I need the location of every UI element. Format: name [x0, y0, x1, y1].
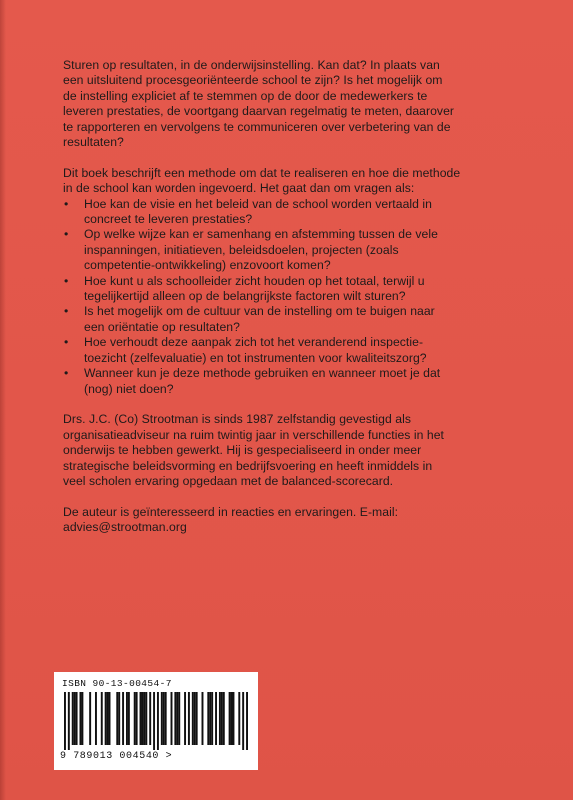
list-item: • Hoe kunt u als schoolleider zicht houden op het totaal, terwijl u tegelijkertijd alleen op de belangrijkste factoren wilt sturen? — [63, 274, 523, 305]
barcode-bar — [118, 692, 120, 745]
intro-paragraph — [63, 58, 523, 150]
barcode-bar — [134, 692, 136, 745]
barcode-bar — [211, 692, 213, 745]
barcode-bar — [89, 692, 91, 745]
barcode-bar — [246, 692, 248, 750]
barcode-bar — [223, 692, 225, 745]
barcode-bar — [192, 692, 194, 745]
barcode-bar — [153, 692, 155, 750]
barcode-bar — [174, 692, 176, 745]
text-line: Drs. J.C. (Co) Strootman is sinds 1987 zelfstandig gevestigd als — [63, 412, 411, 427]
barcode-bar — [79, 692, 81, 745]
barcode-bar — [101, 692, 103, 745]
barcode-bar — [136, 692, 138, 745]
text-line: Dit boek beschrijft een methode om dat te realiseren en hoe die methode — [63, 165, 461, 180]
barcode-bar — [126, 692, 128, 745]
author-email: advies@strootman.org — [63, 520, 187, 535]
barcode-bar — [242, 692, 244, 750]
barcode-bar — [229, 692, 231, 745]
barcode-bar — [116, 692, 118, 745]
barcode-bar — [202, 692, 204, 745]
list-item: • Op welke wijze kan er samenhang en afstemming tussen de vele inspanningen, initiatieven, beleidsdoelen, projecten (zoals competentie-ontwikkeling) enzovoort komen? — [63, 227, 523, 273]
isbn-label: ISBN 90-13-00454-7 — [62, 678, 172, 689]
barcode-bar — [176, 692, 178, 745]
text-line: strategische beleidsvorming en bedrijfsvoering en heeft inmiddels in — [63, 458, 433, 473]
barcode-bar — [141, 692, 143, 745]
ean-digits: 9 789013 004540 > — [60, 751, 173, 762]
barcode-bar — [107, 692, 109, 745]
text-line: een uitsluitend procesgeoriënteerde school te zijn? Is het mogelijk om — [63, 73, 443, 88]
barcode-bar — [145, 692, 147, 745]
author-bio-paragraph — [63, 412, 523, 489]
barcode-bar — [140, 692, 142, 745]
barcode-bar — [221, 692, 223, 745]
barcode-bar — [74, 692, 76, 745]
list-item: • Wanneer kun je deze methode gebruiken en wanneer moet je dat (nog) niet doen? — [63, 366, 523, 397]
barcode-bar — [128, 692, 130, 745]
text-line: veel scholen ervaring opgedaan met de balanced-scorecard. — [63, 473, 394, 488]
list-item: • Hoe kan de visie en het beleid van de school worden vertaald in concreet te leveren prestaties? — [63, 197, 523, 228]
barcode-bar — [207, 692, 209, 745]
contact-paragraph — [63, 505, 523, 536]
barcode-bar — [219, 692, 221, 745]
barcode-bar — [165, 692, 167, 745]
barcode-bar — [178, 692, 180, 745]
barcode-bar — [157, 692, 159, 750]
barcode-bar — [95, 692, 97, 745]
list-item: • Is het mogelijk om de cultuur van de instelling om te buigen naar een oriëntatie op resultaten? — [63, 304, 523, 335]
text-line: onderwijs te hebben gewerkt. Hij is gespecialiseerd in onder meer — [63, 443, 422, 458]
barcode-bars — [64, 692, 248, 750]
barcode-bar — [231, 692, 233, 745]
barcode-bar — [161, 692, 163, 745]
method-paragraph — [63, 166, 523, 197]
barcode-bar — [122, 692, 124, 745]
list-item: • Hoe verhoudt deze aanpak zich tot het veranderend inspectie- toezicht (zelfevaluatie) en tot instrumenten voor kwaliteitszorg? — [63, 335, 523, 366]
barcode-bar — [194, 692, 196, 745]
question-list — [63, 197, 523, 397]
text-line: te rapporteren en vervolgens te communiceren over verbetering van de — [63, 119, 451, 134]
barcode-bar — [143, 692, 145, 745]
barcode-bar — [105, 692, 107, 745]
barcode-bar — [238, 692, 240, 745]
text-line: resultaten? — [63, 135, 124, 150]
barcode-bar — [209, 692, 211, 745]
barcode-bar — [64, 692, 66, 750]
barcode-bar — [188, 692, 190, 745]
barcode-bar — [68, 692, 70, 750]
spine-shadow — [0, 0, 6, 800]
barcode-bar — [149, 692, 151, 745]
text-line: Sturen op resultaten, in de onderwijsinstelling. Kan dat? In plaats van — [63, 58, 440, 72]
barcode-bar — [171, 692, 173, 745]
text-line: de instelling expliciet af te stemmen op de door de medewerkers te — [63, 88, 428, 103]
barcode-bar — [72, 692, 74, 745]
text-line: organisatieadviseur na ruim twintig jaar in verschillende functies in het — [63, 427, 444, 442]
barcode-bar — [81, 692, 83, 745]
barcode-bar — [163, 692, 165, 745]
back-cover-text — [63, 58, 523, 551]
barcode-bar — [184, 692, 186, 745]
barcode-bar — [196, 692, 198, 745]
text-line: leveren prestaties, de voortgang daarvan regelmatig te meten, daarover — [63, 104, 455, 119]
barcode-bar — [76, 692, 78, 745]
barcode-bar — [233, 692, 235, 745]
text-line: in de school kan worden ingevoerd. Het gaat dan om vragen als: — [63, 181, 415, 196]
barcode-bar — [215, 692, 217, 745]
text-line: De auteur is geïnteresseerd in reacties en ervaringen. E-mail: — [63, 504, 399, 519]
isbn-barcode — [54, 672, 258, 770]
barcode-bar — [109, 692, 111, 745]
